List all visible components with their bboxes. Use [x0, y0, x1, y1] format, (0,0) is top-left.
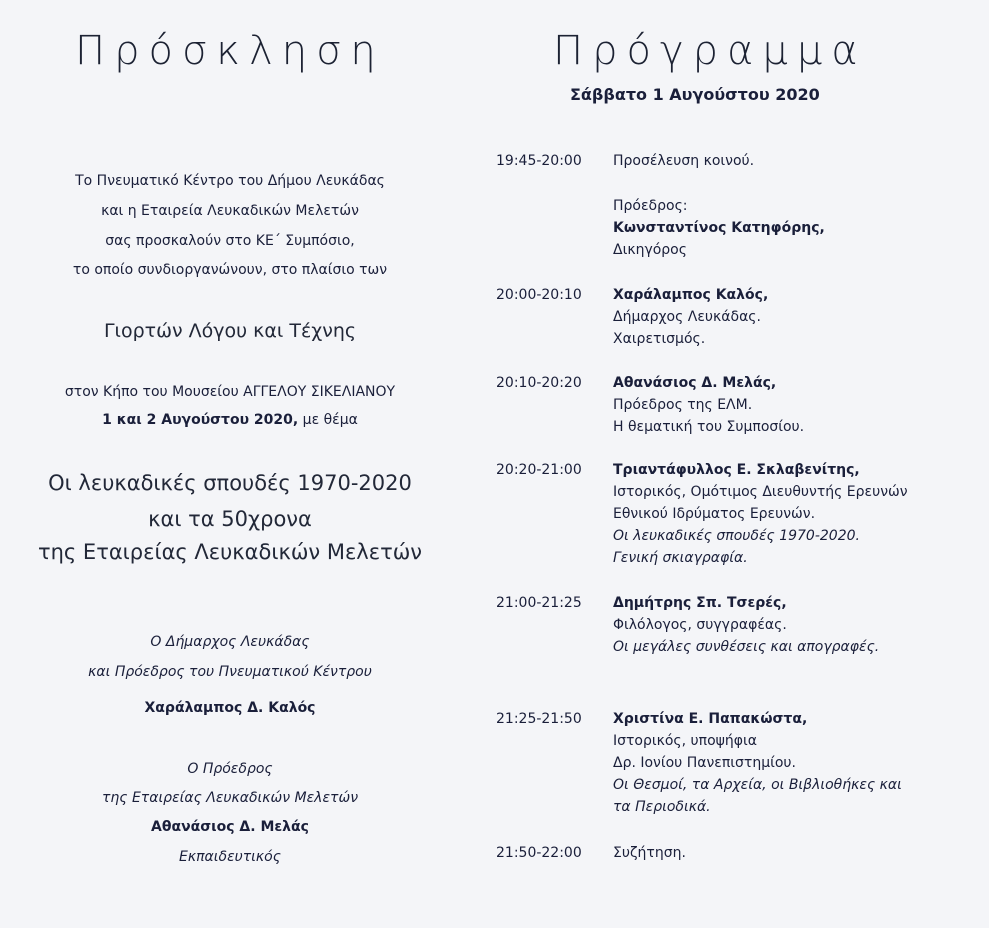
- intro-line-3: σας προσκαλούν στο ΚΕ΄ Συμπόσιο,: [105, 233, 355, 249]
- program-line: Οι Θεσμοί, τα Αρχεία, οι Βιβλιοθήκες και: [613, 777, 902, 793]
- intro-line-1: Το Πνευματικό Κέντρο του Δήμου Λευκάδας: [75, 173, 385, 189]
- venue-line: στον Κήπο του Μουσείου ΑΓΓΕΛΟΥ ΣΙΚΕΛΙΑΝΟΥ: [64, 384, 396, 400]
- program-line: τα Περιοδικά.: [613, 799, 711, 815]
- program-time: 20:00-20:10: [496, 287, 582, 303]
- program-line: Δημήτρης Σπ. Τσερές,: [613, 595, 787, 611]
- program-line: Προσέλευση κοινού.: [613, 153, 755, 169]
- signer1-name: Χαράλαμπος Δ. Καλός: [144, 700, 316, 716]
- program-line: Δικηγόρος: [613, 242, 687, 258]
- dates-rest: με θέμα: [298, 412, 358, 428]
- program-line: Οι λευκαδικές σπουδές 1970-2020.: [613, 528, 860, 544]
- program-line: Αθανάσιος Δ. Μελάς,: [613, 375, 777, 391]
- program-line: Η θεματική του Συμποσίου.: [613, 419, 805, 435]
- dates-bold: 1 και 2 Αυγούστου 2020,: [102, 412, 299, 428]
- intro-line-2: και η Εταιρεία Λευκαδικών Μελετών: [101, 203, 359, 219]
- program-line: Δήμαρχος Λευκάδας.: [613, 309, 761, 325]
- invitation-title: Πρόσκληση: [75, 28, 385, 74]
- intro-line-4: το οποίο συνδιοργανώνουν, στο πλαίσιο των: [72, 262, 388, 278]
- program-line: Κωνσταντίνος Κατηφόρης,: [613, 220, 825, 236]
- invitation-body: [20, 0, 440, 928]
- program-line: Δρ. Ιονίου Πανεπιστημίου.: [613, 755, 796, 771]
- program-time: 20:20-21:00: [496, 462, 582, 478]
- program-line: Γενική σκιαγραφία.: [613, 550, 748, 566]
- program-time: 21:00-21:25: [496, 595, 582, 611]
- signer2-role2: της Εταιρείας Λευκαδικών Μελετών: [101, 790, 359, 806]
- program-line: Συζήτηση.: [613, 845, 686, 861]
- program-line: Πρόεδρος της ΕΛΜ.: [613, 397, 753, 413]
- program-time: 20:10-20:20: [496, 375, 582, 391]
- program-line: Φιλόλογος, συγγραφέας.: [613, 617, 787, 633]
- program-title: Πρόγραμμα: [553, 28, 867, 74]
- program-line: Χαράλαμπος Καλός,: [613, 287, 769, 303]
- theme-line-1: Οι λευκαδικές σπουδές 1970-2020: [48, 471, 412, 495]
- program-line: Πρόεδρος:: [613, 198, 688, 214]
- signer1-role2: και Πρόεδρος του Πνευματικού Κέντρου: [88, 664, 372, 680]
- program-line: Χαιρετισμός.: [613, 331, 706, 347]
- signer2-name: Αθανάσιος Δ. Μελάς: [151, 819, 309, 835]
- program-time: 19:45-20:00: [496, 153, 582, 169]
- program-time: 21:50-22:00: [496, 845, 582, 861]
- program-line: Χριστίνα Ε. Παπακώστα,: [613, 711, 808, 727]
- festival-name: Γιορτών Λόγου και Τέχνης: [103, 320, 357, 342]
- program-line: Ιστορικός, υποψήφια: [613, 733, 757, 749]
- theme-line-2: και τα 50χρονα: [148, 507, 312, 531]
- theme-line-3: της Εταιρείας Λευκαδικών Μελετών: [37, 540, 423, 564]
- program-line: Οι μεγάλες συνθέσεις και απογραφές.: [613, 639, 880, 655]
- dates-line: [20, 413, 440, 427]
- program-time: 21:25-21:50: [496, 711, 582, 727]
- signer2-role1: Ο Πρόεδρος: [187, 761, 273, 777]
- program-line: Εθνικού Ιδρύματος Ερευνών.: [613, 506, 816, 522]
- signer1-role1: Ο Δήμαρχος Λευκάδας: [150, 634, 310, 650]
- program-line: Τριαντάφυλλος Ε. Σκλαβενίτης,: [613, 462, 860, 478]
- signer2-title: Εκπαιδευτικός: [179, 849, 281, 865]
- program-date: Σάββατο 1 Αυγούστου 2020: [570, 85, 820, 104]
- program-line: Ιστορικός, Ομότιμος Διευθυντής Ερευνών: [613, 484, 908, 500]
